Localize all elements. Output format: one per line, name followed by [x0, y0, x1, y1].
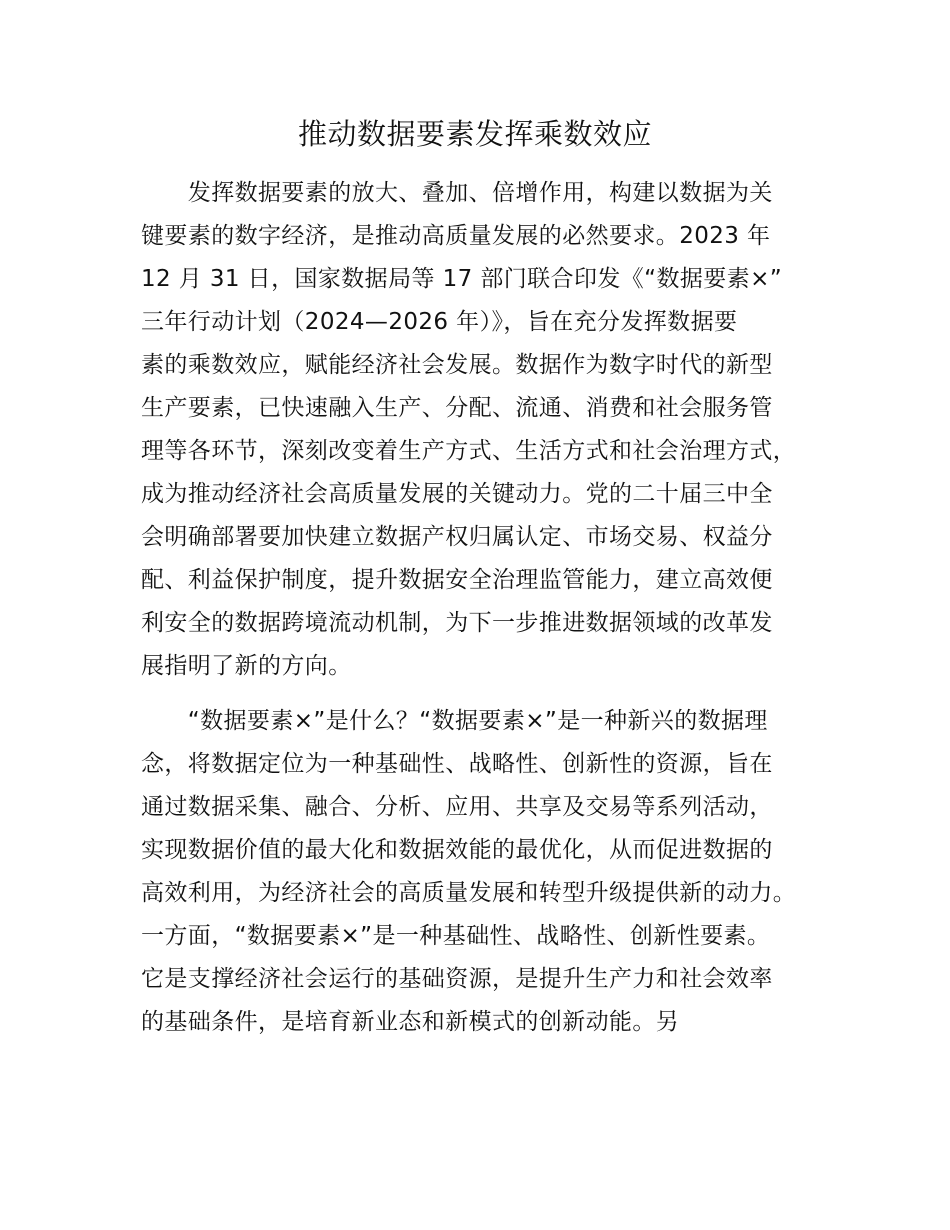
paragraph-1-line: 三年行动计划（2024—2026 年）》，旨在充分发挥数据要 [141, 309, 738, 335]
paragraph-1-line: 成为推动经济社会高质量发展的关键动力。党的二十届三中全 [141, 481, 773, 507]
paragraph-2-line: 实现数据价值的最大化和数据效能的最优化，从而促进数据的 [141, 837, 773, 863]
document-title: 推动数据要素发挥乘数效应 [297, 117, 652, 151]
paragraph-1-line: 键要素的数字经济，是推动高质量发展的必然要求。2023 年 [141, 223, 771, 249]
paragraph-2-line: 它是支撑经济社会运行的基础资源，是提升生产力和社会效率 [141, 966, 773, 992]
paragraph-2-line: 念，将数据定位为一种基础性、战略性、创新性的资源，旨在 [141, 751, 773, 777]
paragraph-1-line: 展指明了新的方向。 [141, 653, 352, 679]
paragraph-1-line: 发挥数据要素的放大、叠加、倍增作用，构建以数据为关 [141, 180, 773, 206]
paragraph-1-line: 生产要素，已快速融入生产、分配、流通、消费和社会服务管 [141, 395, 773, 421]
paragraph-1-line: 理等各环节，深刻改变着生产方式、生活方式和社会治理方式， [141, 438, 797, 464]
paragraph-1-line: 利安全的数据跨境流动机制，为下一步推进数据领域的改革发 [141, 610, 773, 636]
paragraph-2-line: 通过数据采集、融合、分析、应用、共享及交易等系列活动， [141, 794, 773, 820]
paragraph-1-line: 配、利益保护制度，提升数据安全治理监管能力，建立高效便 [141, 567, 773, 593]
paragraph-2-line: 高效利用，为经济社会的高质量发展和转型升级提供新的动力。 [141, 880, 797, 906]
paragraph-1-line: 12 月 31 日，国家数据局等 17 部门联合印发《“数据要素×” [141, 266, 783, 292]
paragraph-1-line: 素的乘数效应，赋能经济社会发展。数据作为数字时代的新型 [141, 352, 773, 378]
paragraph-2-line: 的基础条件，是培育新业态和新模式的创新动能。另 [141, 1009, 680, 1035]
paragraph-2-line: 一方面，“数据要素×”是一种基础性、战略性、创新性要素。 [141, 923, 771, 949]
paragraph-1-line: 会明确部署要加快建立数据产权归属认定、市场交易、权益分 [141, 524, 773, 550]
paragraph-2-line: “数据要素×”是什么？“数据要素×”是一种新兴的数据理 [141, 708, 768, 734]
